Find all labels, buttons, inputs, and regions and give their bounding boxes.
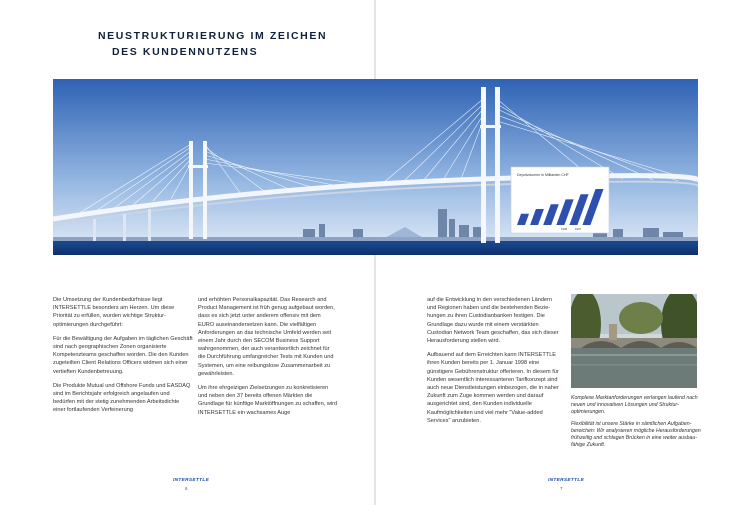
footer-logo-right: INTERSETTLE — [548, 478, 585, 483]
text-column-1 — [53, 296, 193, 421]
bridge-banner-image — [53, 79, 698, 255]
headline-line-1: NEUSTRUKTURIERUNG IM ZEICHEN — [98, 30, 328, 42]
stone-bridge-photo — [571, 294, 697, 388]
chart-tick-label: 1997 — [575, 227, 582, 231]
stone-bridge-illustration — [571, 294, 697, 388]
paragraph: Für die Bewältigung der Aufgaben im täglichen Geschäft sind nach geographischen Zonen organisierte Kompetenzteams geschaffen worden. Die den Kunden zugeteilten Client Relations Officers widmen sich einer vertieften Kundenbetreuung. — [53, 335, 193, 375]
page-headline — [98, 28, 327, 60]
paragraph: Aufbauend auf dem Erreichten kann INTERSETTLE ihren Kunden bereits per 1. Januar 1998 eine günstigere Gebührenstruktur offerieren. In diesem für Kunden wesentlich interessanteren Tarifkonzept sind auch neue Dienstleistungen einbezogen, die in naher Zukunft zum Zuge kommen werden und darauf ausgerichtet sind, den Kunden individuelle Kaufmöglichkeiten und viel mehr "Value-added Services" anzubieten. — [427, 352, 559, 424]
footer-logo-left: INTERSETTLE — [173, 478, 210, 483]
chart-title: Depotvolumen in Milliarden CHF — [517, 173, 569, 177]
bridge-illustration — [53, 79, 698, 255]
paragraph: Die Umsetzung der Kundenbedürfnisse liegt INTERSETTLE besonders am Herzen. Um diese Priorität zu erfüllen, wurden wichtige Strukturoptimierungen durchgeführt: — [53, 297, 175, 328]
caption-paragraph: Flexibilität ist unsere Stärke in sämtlichen Aufgabenbereichen: Wir analysieren mögliche Herausforderungen frühzeitig und schlagen Brücken in eine weiter ausbaufähige Zukunft. — [571, 420, 701, 449]
water — [53, 241, 698, 255]
page-number-left: 6 — [185, 486, 188, 491]
caption-paragraph: Komplexe Marktanforderungen verlangen laufend nach neuen und innovativen Lösungen und Strukturoptimierungen. — [571, 395, 698, 416]
paragraph: und erhöhten Personalkapazität. Das Research and Product Management ist früh genug aufgebaut worden, dass es sich jetzt unter anderem offensiv mit dem EURO auseinandersetzen kann. Die vielfältigen Anforderungen an das technische Umfeld werden seit einem Jahr durch den SECOM Business Support wahrgenommen, der auch verantwortlich zeichnet für die Durchführung umfangreicher Tests mit Kunden und Systemen, um eine reibungslose Zusammenarbeit zu gewährleisten. — [198, 297, 335, 377]
page-number-right: 7 — [560, 486, 563, 491]
chart-tick-label: 1996 — [561, 227, 568, 231]
paragraph: auf die Entwicklung in den verschiedenen Ländern und Regionen haben und die bestehenden Beziehungen zu ihren Custodianbanken festigen. Die Grundlage dazu wurde mit einem verstärkten Custodian Network Team geschaffen, das sich dieser Herausforderung stellen wird. — [427, 297, 559, 345]
paragraph: Um ihre ehrgeizigen Zielsetzungen zu konkretisieren und neben den 37 bereits offenen Märkten die Grundlage für künftige Marktöffnungen zu schaffen, wird INTERSETTLE ein wachsames Auge — [198, 385, 338, 416]
paragraph: Die Produkte Mutual und Offshore Funds und EASDAQ sind im Berichtsjahr erfolgreich angelaufen und bedürfen mit der stetig zunehmenden Arbeitsdichte einer fortlaufenden Verfeinerung — [53, 382, 191, 414]
deposit-volume-chart — [511, 167, 609, 233]
headline-line-2: DES KUNDENNUTZENS — [112, 46, 259, 58]
text-column-2 — [198, 296, 338, 423]
text-column-3 — [427, 296, 559, 431]
photo-caption — [571, 395, 701, 453]
